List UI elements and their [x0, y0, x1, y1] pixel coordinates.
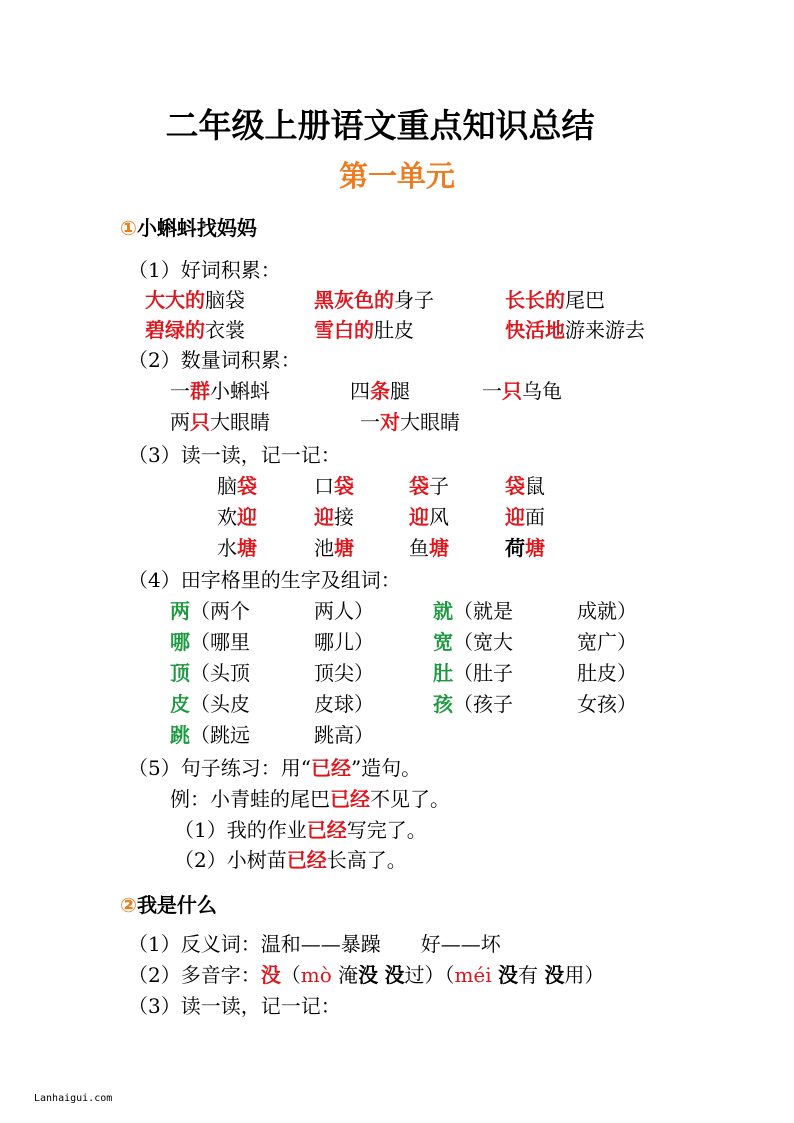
unit-title: 第一单元 [338, 159, 455, 193]
char-word: 两人） [314, 599, 374, 623]
antonyms-line: （1）反义词：温和——暴躁 好——坏 [128, 932, 501, 956]
read-word: 脑袋 [217, 474, 257, 498]
read-word: 水塘 [217, 536, 257, 560]
s2-heading: （2）数量词积累： [128, 348, 301, 372]
measure-word: 一对大眼睛 [360, 410, 460, 434]
sentence-line: （2）小树苗已经长高了。 [174, 848, 407, 872]
char-entry: 顶（头顶 [170, 661, 250, 685]
char-word: 顶尖） [314, 661, 374, 685]
word-item: 黑灰色的身子 [314, 288, 434, 312]
lesson-1-name: 小蝌蚪找妈妈 [136, 216, 257, 240]
char-word: 女孩） [577, 692, 637, 716]
char-entry: 皮（头皮 [170, 692, 250, 716]
measure-word: 一群小蝌蚪 [170, 379, 270, 403]
read-word: 袋鼠 [505, 474, 545, 498]
char-entry: 肚（肚子 [433, 661, 513, 685]
word-item: 雪白的肚皮 [314, 318, 414, 342]
lesson-2-name: 我是什么 [136, 893, 217, 917]
footer-watermark: Lanhaigui.com [34, 1093, 113, 1104]
read-word: 欢迎 [217, 505, 257, 529]
read-word: 口袋 [314, 474, 354, 498]
sentence-line: （1）我的作业已经写完了。 [174, 818, 427, 842]
read-word: 迎接 [314, 505, 354, 529]
page-title: 二年级上册语文重点知识总结 [165, 106, 595, 145]
sentence-example: 例：小青蛙的尾巴已经不见了。 [170, 787, 450, 811]
lesson-1-number: ① [120, 216, 137, 240]
read-word: 袋子 [409, 474, 449, 498]
word-item: 碧绿的衣裳 [145, 318, 245, 342]
s1-heading: （1）好词积累： [128, 258, 281, 282]
char-entry: 孩（孩子 [433, 692, 513, 716]
word-item: 快活地游来游去 [505, 318, 645, 342]
read-remember-line: （3）读一读，记一记： [128, 994, 341, 1018]
char-entry: 宽（宽大 [433, 630, 513, 654]
s5-heading: （5）句子练习：用“已经”造句。 [128, 756, 422, 780]
measure-word: 四条腿 [350, 379, 410, 403]
lesson-2-heading [120, 889, 217, 918]
word-item: 长长的尾巴 [505, 288, 605, 312]
char-entry: 就（就是 [433, 599, 513, 623]
word-item: 大大的脑袋 [145, 288, 245, 312]
char-word: 成就） [577, 599, 637, 623]
read-word: 鱼塘 [409, 536, 449, 560]
s3-heading: （3）读一读，记一记： [128, 443, 341, 467]
char-entry: 跳（跳远 [170, 723, 250, 747]
polyphone-line: （2）多音字：没（mò 淹没 没过）（méi 没有 没用） [128, 963, 605, 987]
read-word: 迎风 [409, 505, 449, 529]
s4-heading: （4）田字格里的生字及组词： [128, 568, 401, 592]
read-word: 池塘 [314, 536, 354, 560]
read-word: 迎面 [505, 505, 545, 529]
read-word: 荷塘 [505, 536, 545, 560]
char-word: 肚皮） [577, 661, 637, 685]
char-word: 哪儿） [314, 630, 374, 654]
measure-word: 两只大眼睛 [170, 410, 270, 434]
measure-word: 一只乌龟 [482, 379, 562, 403]
char-entry: 两（两个 [170, 599, 250, 623]
lesson-2-number: ② [120, 893, 137, 917]
char-word: 皮球） [314, 692, 374, 716]
lesson-1-heading [120, 212, 257, 241]
char-entry: 哪（哪里 [170, 630, 250, 654]
char-word: 跳高） [314, 723, 374, 747]
char-word: 宽广） [577, 630, 637, 654]
